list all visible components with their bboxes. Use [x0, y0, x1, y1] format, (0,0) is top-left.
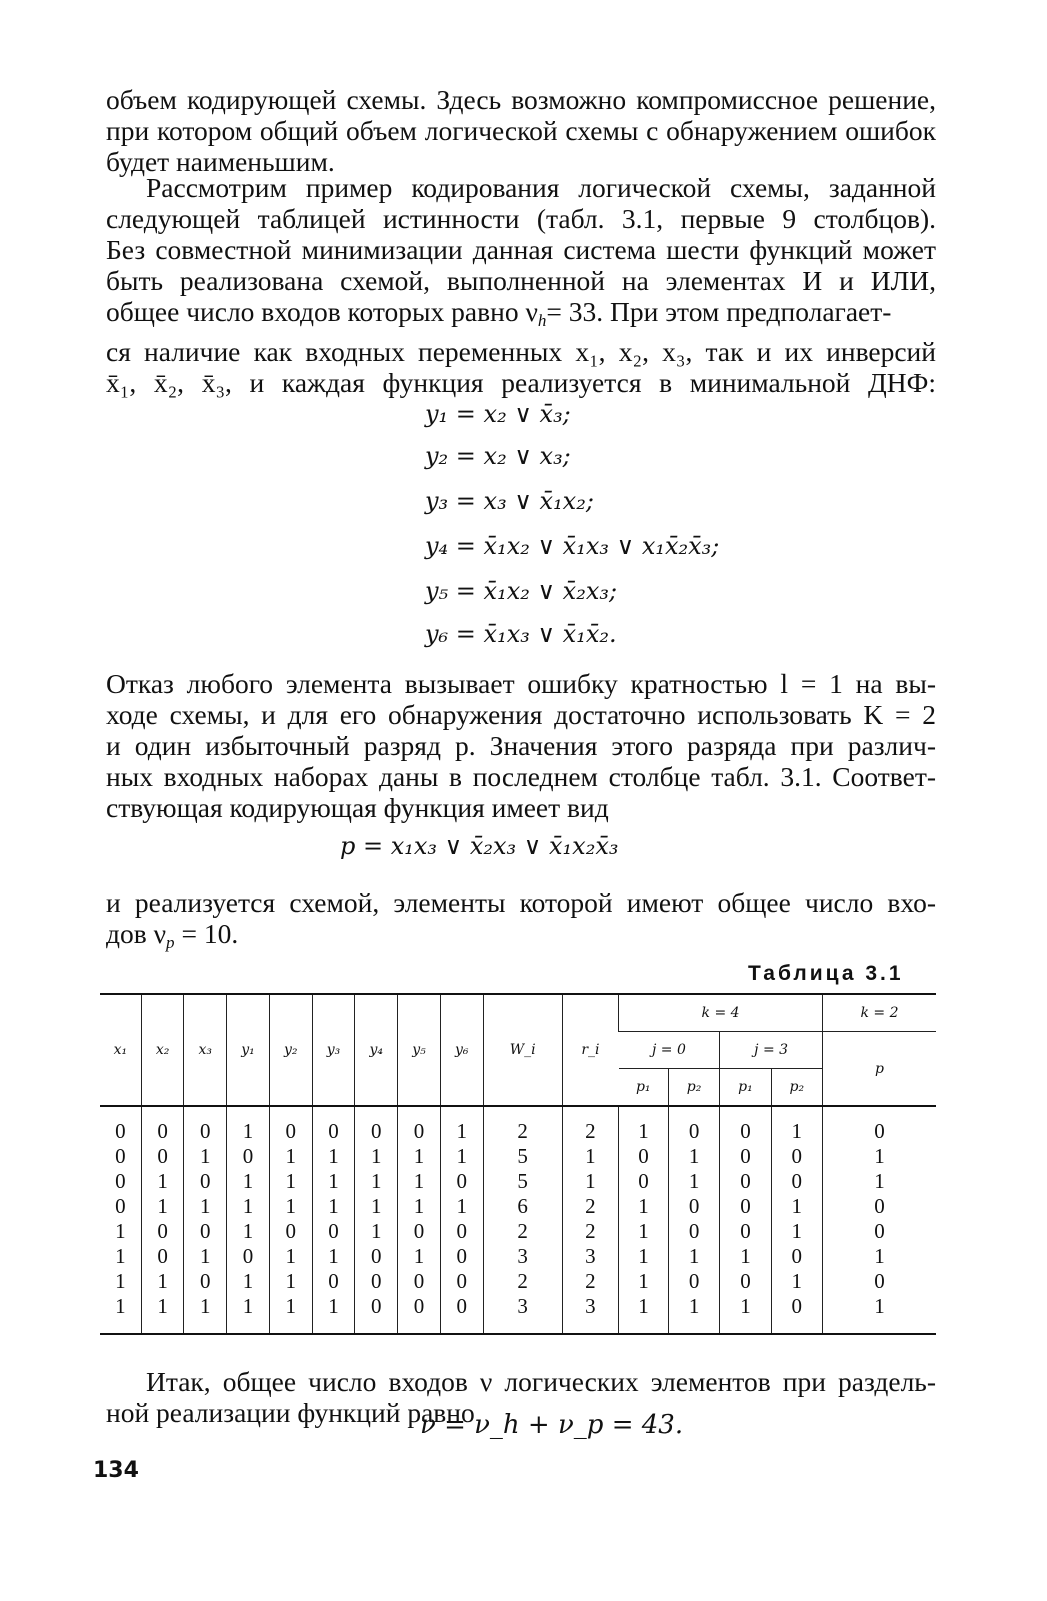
- text-line: следующей таблицей истинности (табл. 3.1, первые 9 столбцов).: [106, 203, 936, 234]
- table-cell: 1: [312, 1169, 355, 1194]
- table-cell: 0: [822, 1219, 936, 1244]
- text-line: [106, 296, 936, 336]
- table-cell: 1: [141, 1194, 184, 1219]
- table-cell: 1: [141, 1294, 184, 1334]
- text-line: ходе схемы, и для его обнаружения достаточно использовать K = 2: [106, 699, 936, 730]
- formula-nu: ν = ν_h + ν_p = 43.: [420, 1410, 684, 1440]
- table-cell: 1: [115, 1269, 126, 1293]
- table-cell: 2: [562, 1219, 618, 1244]
- text-line: и реализуется схемой, элементы которой имеют общее число вхо-: [106, 887, 936, 918]
- column-header: y₂: [269, 994, 312, 1106]
- table-cell: 1: [440, 1144, 483, 1169]
- table-cell: 1: [141, 1269, 184, 1294]
- table-cell: 1: [355, 1144, 398, 1169]
- group-header-k2: k = 2: [822, 994, 936, 1032]
- group-header-j3: j = 3: [720, 1032, 823, 1069]
- column-header: p₂: [668, 1069, 719, 1107]
- formula-y6: y₆ = x̄₁x₃ ∨ x̄₁x̄₂.: [425, 620, 617, 648]
- group-header-j0: j = 0: [619, 1032, 720, 1069]
- table-cell: 3: [562, 1294, 618, 1334]
- text-line: Без совместной минимизации данная система шести функций может: [106, 234, 936, 265]
- text-line: будет наименьшим.: [106, 146, 335, 177]
- table-cell: 0: [720, 1269, 771, 1294]
- table-cell: 5: [483, 1169, 562, 1194]
- table-cell: 1: [115, 1219, 126, 1243]
- subscript: p: [166, 933, 175, 953]
- table-cell: 0: [668, 1219, 719, 1244]
- table-cell: 1: [269, 1269, 312, 1294]
- table-cell: 1: [771, 1269, 822, 1294]
- table-cell: 0: [822, 1106, 936, 1144]
- table-cell: 1: [227, 1169, 270, 1194]
- table-cell: 1: [141, 1169, 184, 1194]
- table-row: [100, 1269, 936, 1294]
- table-cell: 0: [668, 1269, 719, 1294]
- table-cell: 2: [483, 1269, 562, 1294]
- table-cell: 0: [771, 1244, 822, 1269]
- table-cell: 0: [184, 1269, 227, 1294]
- table-cell: 1: [440, 1194, 483, 1219]
- table-cell: 1: [619, 1194, 669, 1219]
- table-cell: 1: [269, 1144, 312, 1169]
- text-line: [106, 918, 936, 958]
- table-cell: 1: [355, 1194, 398, 1219]
- page-number: 134: [93, 1458, 139, 1483]
- table-row: [100, 1144, 936, 1169]
- table-cell: 1: [822, 1294, 936, 1334]
- table-cell: 0: [184, 1106, 227, 1144]
- table-cell: 1: [269, 1294, 312, 1334]
- column-header: W_i: [483, 994, 562, 1106]
- table-cell: 2: [562, 1194, 618, 1219]
- table-cell: 0: [440, 1244, 483, 1269]
- table-cell: 5: [483, 1144, 562, 1169]
- text-line: Рассмотрим пример кодирования логической схемы, заданной: [146, 172, 936, 203]
- formula-y4: y₄ = x̄₁x₂ ∨ x̄₁x₃ ∨ x₁x̄₂x̄₃;: [425, 532, 720, 560]
- table-cell: 2: [562, 1106, 618, 1144]
- text-line: ствующая кодирующая функция имеет вид: [106, 792, 609, 823]
- paragraph-4: [106, 887, 936, 958]
- table-cell: 0: [668, 1194, 719, 1219]
- table-cell: 1: [720, 1294, 771, 1334]
- table-cell: 0: [720, 1106, 771, 1144]
- table-cell: 0: [115, 1144, 126, 1168]
- formula-y2: y₂ = x₂ ∨ x₃;: [425, 442, 571, 470]
- table-row: [100, 1169, 936, 1194]
- subscript: h: [537, 311, 547, 331]
- column-header: p₁: [619, 1069, 669, 1107]
- table-cell: 1: [771, 1219, 822, 1244]
- table-cell: 1: [184, 1144, 227, 1169]
- table-cell: 1: [619, 1269, 669, 1294]
- column-header: y₃: [312, 994, 355, 1106]
- table-cell: 0: [312, 1269, 355, 1294]
- table-cell: 1: [184, 1294, 227, 1334]
- table-cell: 1: [312, 1294, 355, 1334]
- table-cell: 1: [227, 1219, 270, 1244]
- table-cell: 0: [115, 1194, 126, 1218]
- table-cell: 0: [227, 1244, 270, 1269]
- column-header: p: [822, 1032, 936, 1107]
- text-line: при котором общий объем логической схемы с обнаружением ошибок: [106, 115, 936, 146]
- table-cell: 1: [398, 1169, 441, 1194]
- table-cell: 0: [440, 1269, 483, 1294]
- table-cell: 0: [822, 1194, 936, 1219]
- table-cell: 0: [440, 1219, 483, 1244]
- table-cell: 0: [141, 1144, 184, 1169]
- table-cell: 0: [398, 1106, 441, 1144]
- table-cell: 1: [771, 1194, 822, 1219]
- truth-table: [100, 993, 936, 1335]
- table-cell: 1: [269, 1244, 312, 1269]
- table-cell: 0: [115, 1169, 126, 1193]
- table-cell: 1: [619, 1219, 669, 1244]
- table-cell: 3: [483, 1294, 562, 1334]
- table-cell: 3: [483, 1244, 562, 1269]
- table-cell: 0: [398, 1294, 441, 1334]
- paragraph-3: [106, 668, 936, 823]
- table-cell: 1: [619, 1244, 669, 1269]
- table-cell: 0: [398, 1219, 441, 1244]
- table-cell: 0: [269, 1106, 312, 1144]
- text-line: Отказ любого элемента вызывает ошибку кратностью l = 1 на вы-: [106, 668, 936, 699]
- table-cell: 0: [227, 1144, 270, 1169]
- text-fragment: = 10.: [174, 918, 239, 949]
- column-header: x₂: [141, 994, 184, 1106]
- table-cell: 0: [355, 1244, 398, 1269]
- text-line: ной реализации функций равно: [106, 1397, 475, 1428]
- column-header: y₅: [398, 994, 441, 1106]
- text-line: быть реализована схемой, выполненной на элементах И и ИЛИ,: [106, 265, 936, 296]
- table-cell: 0: [184, 1169, 227, 1194]
- table-cell: 0: [720, 1169, 771, 1194]
- table-cell: 6: [483, 1194, 562, 1219]
- formula-y1: y₁ = x₂ ∨ x̄₃;: [425, 400, 571, 428]
- text-line: Итак, общее число входов ν логических элементов при раздель-: [146, 1366, 936, 1397]
- column-header: x₃: [184, 994, 227, 1106]
- table-cell: 1: [822, 1144, 936, 1169]
- table-cell: 1: [269, 1169, 312, 1194]
- table-cell: 0: [771, 1169, 822, 1194]
- column-header: p₁: [720, 1069, 771, 1107]
- table-cell: 0: [440, 1294, 483, 1334]
- table-cell: 0: [822, 1269, 936, 1294]
- table-cell: 1: [115, 1244, 126, 1268]
- table-cell: 1: [227, 1269, 270, 1294]
- table-cell: 0: [771, 1144, 822, 1169]
- table-cell: 1: [184, 1244, 227, 1269]
- table-cell: 0: [312, 1219, 355, 1244]
- table-cell: 3: [562, 1244, 618, 1269]
- table-cell: 0: [141, 1244, 184, 1269]
- table-row: [100, 1194, 936, 1219]
- table-cell: 1: [619, 1294, 669, 1334]
- group-header-k4: k = 4: [619, 994, 823, 1032]
- table-cell: 0: [355, 1269, 398, 1294]
- table-body: [100, 1106, 936, 1334]
- formula-p: p = x₁x₃ ∨ x̄₂x₃ ∨ x̄₁x₂x̄₃: [340, 832, 619, 860]
- column-header: r_i: [562, 994, 618, 1106]
- table-cell: 0: [720, 1219, 771, 1244]
- table-cell: 1: [227, 1106, 270, 1144]
- table-cell: 1: [227, 1294, 270, 1334]
- table-cell: 1: [355, 1219, 398, 1244]
- paragraph-2: [106, 172, 936, 398]
- table-cell: 1: [562, 1169, 618, 1194]
- table-cell: 1: [115, 1294, 126, 1318]
- table-cell: 0: [312, 1106, 355, 1144]
- table-cell: 1: [440, 1106, 483, 1144]
- table-cell: 1: [822, 1244, 936, 1269]
- table-cell: 1: [312, 1244, 355, 1269]
- table-row: [100, 1294, 936, 1334]
- table-cell: 1: [771, 1106, 822, 1144]
- table-cell: 1: [312, 1144, 355, 1169]
- table-cell: 2: [483, 1106, 562, 1144]
- table-cell: 0: [720, 1194, 771, 1219]
- text-fragment: = 33. При этом предполагает-: [546, 296, 892, 327]
- table-cell: 0: [355, 1106, 398, 1144]
- table-cell: 0: [668, 1106, 719, 1144]
- table-cell: 1: [668, 1144, 719, 1169]
- table-cell: 1: [562, 1144, 618, 1169]
- column-header: x₁: [113, 1042, 128, 1058]
- table-cell: 2: [562, 1269, 618, 1294]
- table-cell: 1: [720, 1244, 771, 1269]
- table-cell: 2: [483, 1219, 562, 1244]
- column-header: y₆: [440, 994, 483, 1106]
- text-line: x̄₁, x̄₂, x̄₃, и каждая функция реализуется в минимальной ДНФ:: [106, 367, 936, 399]
- column-header: p₂: [771, 1069, 822, 1107]
- text-fragment: дов ν: [106, 918, 167, 949]
- table-cell: 1: [398, 1194, 441, 1219]
- table-cell: 0: [619, 1169, 669, 1194]
- table-cell: 0: [184, 1219, 227, 1244]
- text-line: объем кодирующей схемы. Здесь возможно компромиссное решение,: [106, 84, 936, 115]
- formula-y5: y₅ = x̄₁x₂ ∨ x̄₂x₃;: [425, 577, 618, 605]
- table-cell: 0: [440, 1169, 483, 1194]
- table-cell: 1: [312, 1194, 355, 1219]
- table-cell: 1: [227, 1194, 270, 1219]
- text-line: и один избыточный разряд p. Значения этого разряда при различ-: [106, 730, 936, 761]
- text-line: ных входных наборах даны в последнем столбце табл. 3.1. Соответ-: [106, 761, 936, 792]
- table-cell: 1: [619, 1106, 669, 1144]
- text-line: ся наличие как входных переменных x₁, x₂, x₃, так и их инверсий: [106, 336, 936, 368]
- table-cell: 1: [668, 1244, 719, 1269]
- table-row: [100, 1244, 936, 1269]
- column-header: y₁: [227, 994, 270, 1106]
- table-cell: 1: [668, 1169, 719, 1194]
- table-cell: 0: [720, 1144, 771, 1169]
- table-cell: 1: [355, 1169, 398, 1194]
- table-cell: 1: [398, 1144, 441, 1169]
- table-row: [100, 1106, 936, 1144]
- table-cell: 0: [269, 1219, 312, 1244]
- table-cell: 0: [141, 1219, 184, 1244]
- paragraph-1: [106, 84, 936, 177]
- table-cell: 0: [115, 1119, 126, 1143]
- formula-y3: y₃ = x₃ ∨ x̄₁x₂;: [425, 487, 594, 515]
- table-cell: 0: [619, 1144, 669, 1169]
- table-cell: 1: [822, 1169, 936, 1194]
- table-cell: 1: [269, 1194, 312, 1219]
- table-cell: 0: [398, 1269, 441, 1294]
- table-cell: 0: [771, 1294, 822, 1334]
- text-fragment: общее число входов которых равно ν: [106, 296, 538, 327]
- table-cell: 0: [355, 1294, 398, 1334]
- table-cell: 1: [398, 1244, 441, 1269]
- table-cell: 1: [668, 1294, 719, 1334]
- column-header: y₄: [355, 994, 398, 1106]
- table-row: [100, 1219, 936, 1244]
- table-cell: 1: [184, 1194, 227, 1219]
- table-cell: 0: [141, 1106, 184, 1144]
- table-title: Таблица 3.1: [748, 962, 904, 985]
